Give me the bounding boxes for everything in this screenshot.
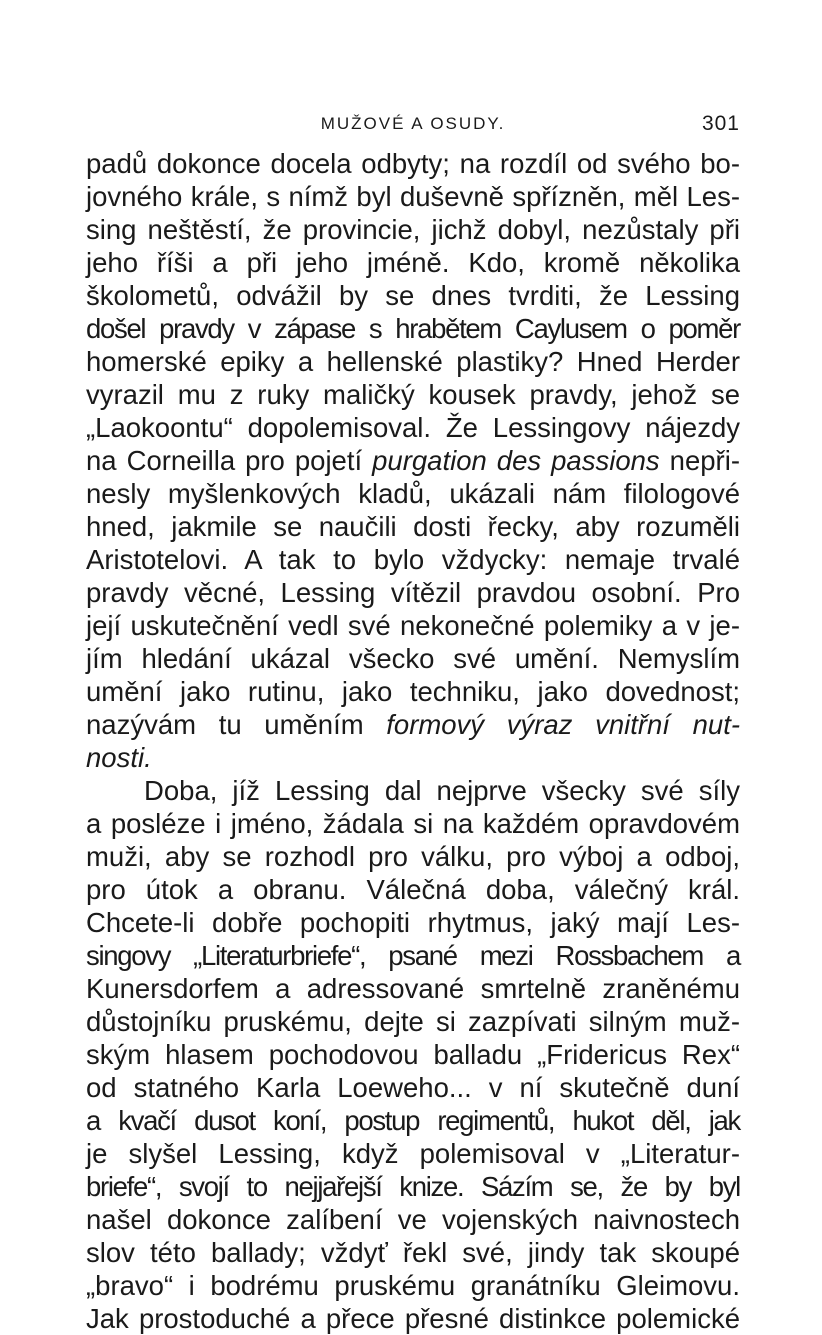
text-line: našel dokonce zalíbení ve vojenských naivnostech [86,1204,740,1235]
text-line: a kvačí dusot koní, postup regimentů, hukot děl, jak [86,1105,740,1136]
text-line: „Laokoontu“ dopolemisoval. Že Lessingovy nájezdy [86,412,740,443]
text-line: briefe“, svojí to nejjařejší knize. Sázím se, že by byl [86,1171,740,1202]
italic-phrase: nosti. [86,742,152,773]
text-line: „bravo“ i bodrému pruskému granátníku Gleimovu. [86,1270,740,1301]
text-line-with-italic [86,444,740,477]
running-title: MUŽOVÉ A OSUDY. [320,114,506,133]
paragraph-start-line: Doba, jíž Lessing dal nejprve všecky své síly [144,775,740,806]
italic-phrase: formový výraz vnitřní nut- [386,709,740,740]
text-run: nazývám tu uměním [86,709,387,740]
text-line: slov této ballady; vždyť řekl své, jindy tak skoupé [86,1237,740,1268]
text-line: nesly myšlenkových kladů, ukázali nám filologové [86,478,740,509]
text-line-with-italic [86,708,740,741]
text-run: nepři- [659,445,740,476]
text-line: umění jako rutinu, jako techniku, jako dovednost; [86,676,740,707]
text-line: jím hledání ukázal všecko své umění. Nemyslím [86,643,740,674]
text-line: pro útok a obranu. Válečná doba, válečný král. [86,874,740,905]
text-line: muži, aby se rozhodl pro válku, pro výboj a odboj, [86,841,740,872]
text-line: školometů, odvážil by se dnes tvrditi, že Lessing [86,280,740,311]
text-line: Kunersdorfem a adressované smrtelně zraněnému [86,973,740,1004]
text-run: na Corneilla pro pojetí [86,445,373,476]
body-text [86,147,740,1335]
text-line: je slyšel Lessing, když polemisoval v „Literatur- [86,1138,740,1169]
text-line: vyrazil mu z ruky maličký kousek pravdy, jehož se [86,379,740,410]
text-line: a posléze i jméno, žádala si na každém opravdovém [86,808,740,839]
text-line: sing neštěstí, že provincie, jichž dobyl, nezůstaly při [86,214,740,245]
text-line: jeho říši a při jeho jméně. Kdo, kromě několika [86,247,740,278]
text-line: pravdy věcné, Lessing vítězil pravdou osobní. Pro [86,577,740,608]
text-line: singovy „Literaturbriefe“, psané mezi Rossbachem a [86,940,740,971]
text-line: Chcete-li dobře pochopiti rhytmus, jaký mají Les- [86,907,740,938]
text-line: hned, jakmile se naučili dosti řecky, aby rozuměli [86,511,740,542]
page-number: 301 [701,112,740,135]
italic-phrase: purgation des passions [372,445,660,476]
text-line: homerské epiky a hellenské plastiky? Hned Herder [86,346,740,377]
text-line: došel pravdy v zápase s hrabětem Caylusem o poměr [86,313,740,344]
text-line: ským hlasem pochodovou balladu „Fridericus Rex“ [86,1039,740,1070]
text-line: jovného krále, s nímž byl duševně spřízněn, měl Les- [86,181,740,212]
text-line: od statného Karla Loeweho... v ní skutečně duní [86,1072,740,1103]
text-line-italic [86,741,740,774]
text-line: Aristotelovi. A tak to bylo vždycky: nemaje trvalé [86,544,740,575]
text-line: Jak prostoduché a přece přesné distinkce polemické [86,1303,740,1334]
running-header [86,108,740,138]
text-line: její uskutečnění vedl své nekonečné polemiky a v je- [86,610,740,641]
text-line: padů dokonce docela odbyty; na rozdíl od svého bo- [86,148,740,179]
text-line: důstojníku pruskému, dejte si zazpívati silným muž- [86,1006,740,1037]
